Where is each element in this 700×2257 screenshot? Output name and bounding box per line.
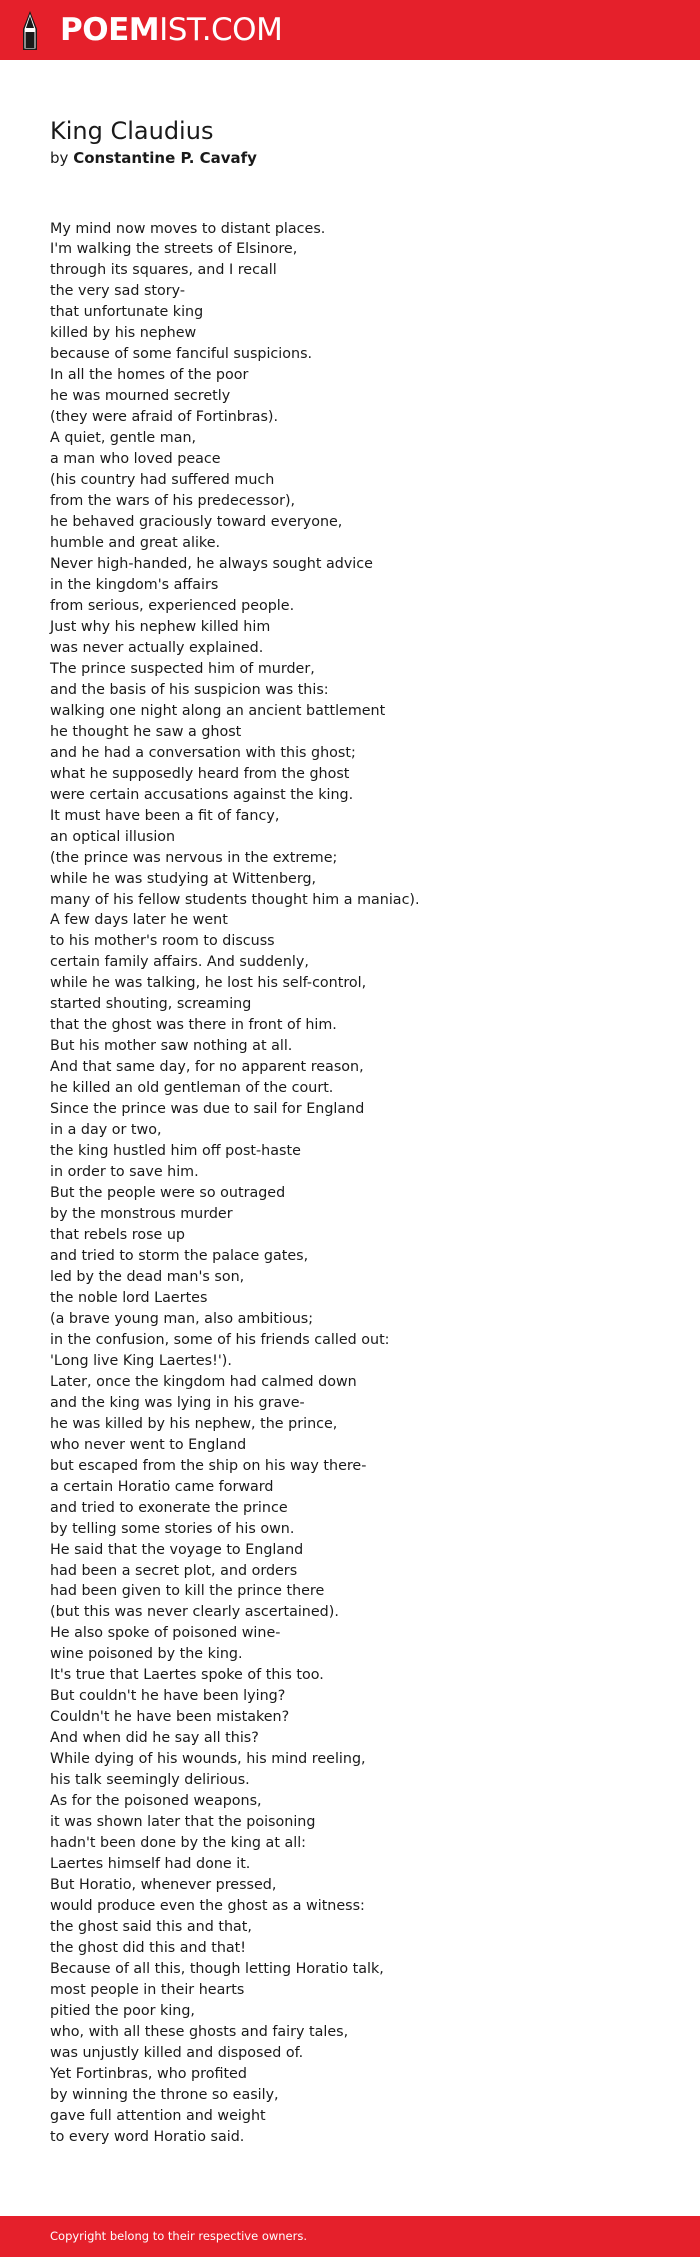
poem-line: what he supposedly heard from the ghost: [50, 765, 350, 782]
poem-line: and tried to storm the palace gates,: [50, 1247, 309, 1264]
poem-line: humble and great alike.: [50, 535, 221, 552]
poem-line: who never went to England: [50, 1436, 247, 1453]
poem-line: (his country had suffered much: [50, 472, 275, 489]
poem-line: an optical illusion: [50, 828, 176, 845]
poem-line: and he had a conversation with this ghost;: [50, 744, 356, 761]
poem-line: But his mother saw nothing at all.: [50, 1038, 293, 1055]
poem-line: Since the prince was due to sail for England: [50, 1101, 365, 1118]
poem-line: A few days later he went: [50, 912, 228, 929]
site-header: [0, 0, 700, 60]
site-logo[interactable]: [18, 9, 282, 51]
poem-line: But the people were so outraged: [50, 1185, 286, 1202]
poem-line: and the king was lying in his grave-: [50, 1394, 305, 1411]
poem-line: from the wars of his predecessor),: [50, 493, 296, 510]
poem-line: while he was studying at Wittenberg,: [50, 870, 317, 887]
poem-line: And when did he say all this?: [50, 1730, 259, 1747]
poem-line: pitied the poor king,: [50, 2002, 195, 2019]
poem-line: that rebels rose up: [50, 1227, 186, 1243]
poem-line: a certain Horatio came forward: [50, 1478, 274, 1495]
poem-line: Yet Fortinbras, who profited: [50, 2065, 247, 2082]
poem-line: his talk seemingly delirious.: [50, 1772, 250, 1789]
poem-line: the king hustled him off post-haste: [50, 1143, 301, 1160]
poem-line: As for the poisoned weapons,: [50, 1793, 262, 1810]
poem-line: but escaped from the ship on his way there-: [50, 1457, 367, 1474]
poem-line: (they were afraid of Fortinbras).: [50, 409, 279, 426]
poem-line: It's true that Laertes spoke of this too.: [50, 1667, 324, 1684]
poem-line: while he was talking, he lost his self-control,: [50, 975, 367, 992]
poem-line: would produce even the ghost as a witness:: [50, 1898, 365, 1914]
poem-line: and tried to exonerate the prince: [50, 1499, 288, 1516]
poem-line: Never high-handed, he always sought advice: [50, 556, 373, 572]
poem-line: he was mourned secretly: [50, 388, 231, 405]
poem-line: that the ghost was there in front of him.: [50, 1017, 337, 1034]
poem-line: Laertes himself had done it.: [50, 1856, 251, 1873]
poem-line: A quiet, gentle man,: [50, 430, 197, 447]
poem-line: to his mother's room to discuss: [50, 933, 275, 950]
poem-line: who, with all these ghosts and fairy tales,: [50, 2023, 349, 2040]
copyright-text: Copyright belong to their respective owners.: [50, 2229, 308, 2243]
poem-line: Couldn't he have been mistaken?: [50, 1709, 290, 1726]
poem-line: But Horatio, whenever pressed,: [50, 1877, 277, 1894]
site-name-light: IST.COM: [159, 12, 283, 48]
poem-line: the ghost said this and that,: [50, 1918, 252, 1935]
poem-line: But couldn't he have been lying?: [50, 1688, 286, 1705]
poem-line: in the confusion, some of his friends called out:: [50, 1331, 390, 1348]
poem-line: Later, once the kingdom had calmed down: [50, 1373, 357, 1390]
poem-line: gave full attention and weight: [50, 2107, 266, 2124]
poem-line: started shouting, screaming: [50, 996, 252, 1013]
poem-line: I'm walking the streets of Elsinore,: [50, 241, 298, 258]
poem-line: certain family affairs. And suddenly,: [50, 954, 309, 971]
site-name-bold: POEM: [60, 12, 160, 48]
poem-line: by the monstrous murder: [50, 1206, 233, 1223]
poem-line: The prince suspected him of murder,: [50, 660, 315, 677]
author-name: Constantine P. Cavafy: [73, 149, 257, 167]
poem-line: had been a secret plot, and orders: [50, 1562, 298, 1579]
poem-line: 'Long live King Laertes!').: [50, 1352, 232, 1369]
poem-line: He also spoke of poisoned wine-: [50, 1625, 281, 1642]
poem-line: It must have been a fit of fancy,: [50, 807, 280, 824]
poem-line: My mind now moves to distant places.: [50, 220, 326, 237]
poem-line: that unfortunate king: [50, 304, 204, 321]
poem-line: (but this was never clearly ascertained).: [50, 1604, 339, 1621]
poem-line: (the prince was nervous in the extreme;: [50, 849, 338, 866]
poem-line: most people in their hearts: [50, 1981, 245, 1998]
poem-line: wine poisoned by the king.: [50, 1646, 243, 1663]
poem-body: [50, 219, 420, 2148]
poem-line: to every word Horatio said.: [50, 2128, 245, 2145]
poem-line: led by the dead man's son,: [50, 1268, 245, 1285]
poem-line: (a brave young man, also ambitious;: [50, 1310, 314, 1327]
poem-line: because of some fanciful suspicions.: [50, 346, 313, 363]
poem-line: While dying of his wounds, his mind reeling,: [50, 1751, 366, 1768]
poem-line: And that same day, for no apparent reason,: [50, 1059, 364, 1076]
poem-line: In all the homes of the poor: [50, 367, 249, 384]
poem-line: a man who loved peace: [50, 451, 221, 468]
poem-line: in a day or two,: [50, 1122, 162, 1139]
poem-line: hadn't been done by the king at all:: [50, 1835, 306, 1852]
poem-title: King Claudius: [50, 117, 214, 145]
poem-line: and the basis of his suspicion was this:: [50, 681, 329, 698]
poem-line: the very sad story-: [50, 283, 186, 300]
poem-line: was never actually explained.: [50, 639, 264, 656]
poem-line: through its squares, and I recall: [50, 262, 277, 279]
pen-nib-icon: [18, 9, 42, 51]
site-name: [60, 9, 282, 51]
poem-line: from serious, experienced people.: [50, 597, 295, 614]
site-footer: [0, 2216, 700, 2257]
poem-line: was unjustly killed and disposed of.: [50, 2044, 304, 2061]
poem-line: by winning the throne so easily,: [50, 2086, 279, 2103]
poem-line: He said that the voyage to England: [50, 1541, 304, 1558]
poem-line: Just why his nephew killed him: [50, 618, 271, 635]
by-label: by: [50, 149, 69, 167]
poem-line: by telling some stories of his own.: [50, 1520, 295, 1537]
poem-line: Because of all this, though letting Horatio talk,: [50, 1960, 384, 1977]
poem-line: he killed an old gentleman of the court.: [50, 1080, 334, 1097]
poem-line: walking one night along an ancient battlement: [50, 702, 386, 719]
byline: [50, 147, 257, 169]
poem-line: he was killed by his nephew, the prince,: [50, 1415, 338, 1432]
poem-line: he thought he saw a ghost: [50, 723, 242, 740]
poem-line: the noble lord Laertes: [50, 1289, 208, 1306]
poem-line: it was shown later that the poisoning: [50, 1814, 316, 1831]
poem-line: many of his fellow students thought him a maniac).: [50, 891, 420, 908]
poem-line: had been given to kill the prince there: [50, 1583, 325, 1600]
poem-line: he behaved graciously toward everyone,: [50, 514, 343, 531]
poem-line: in the kingdom's affairs: [50, 576, 219, 593]
poem-line: killed by his nephew: [50, 325, 197, 342]
poem-line: in order to save him.: [50, 1164, 199, 1181]
poem-line: the ghost did this and that!: [50, 1939, 246, 1956]
poem-line: were certain accusations against the king.: [50, 786, 354, 803]
